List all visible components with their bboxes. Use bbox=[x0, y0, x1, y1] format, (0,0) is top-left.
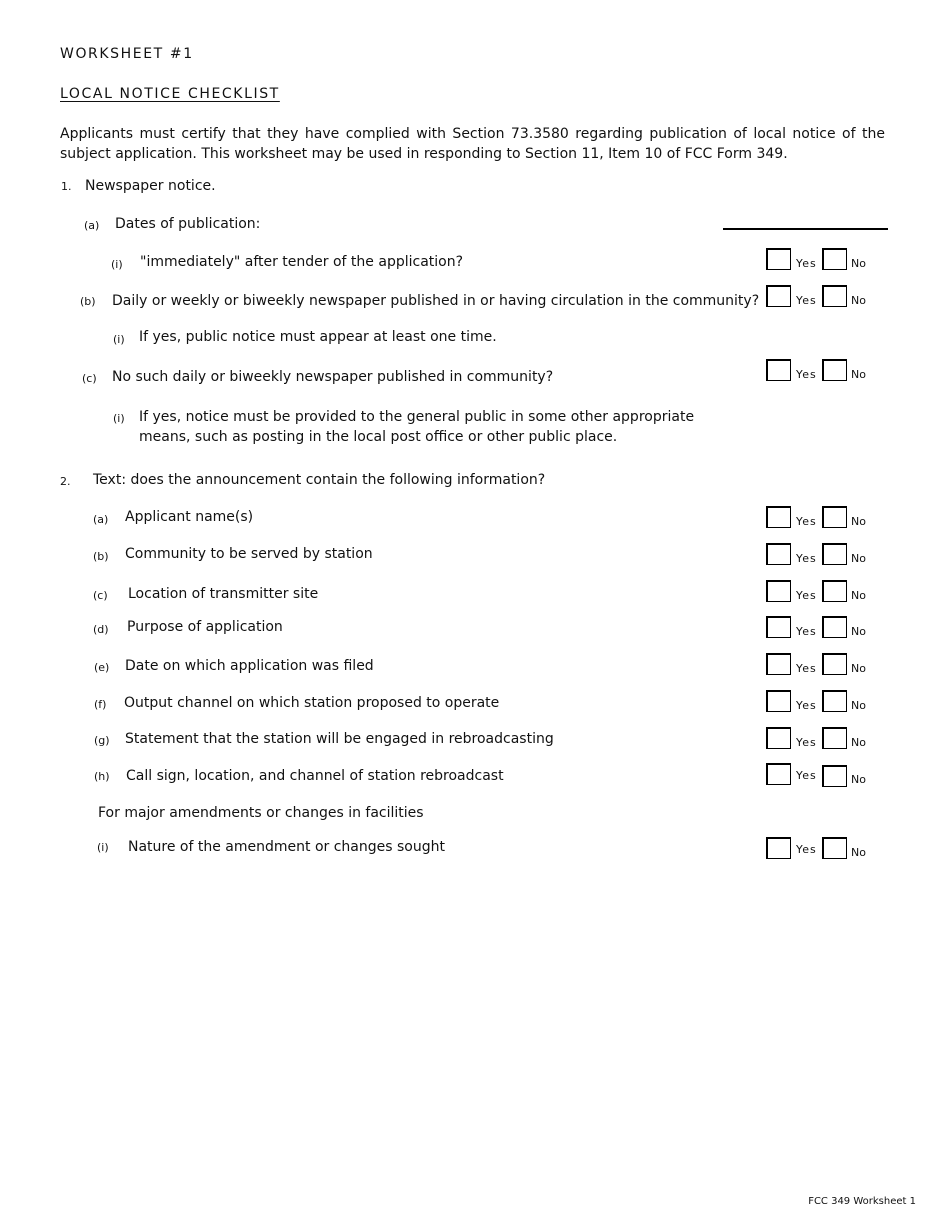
yes-label: Yes bbox=[796, 662, 817, 675]
item-1a-i-text: "immediately" after tender of the application? bbox=[140, 254, 464, 270]
item-2c-yes-checkbox[interactable] bbox=[766, 580, 791, 602]
yes-label: Yes bbox=[796, 625, 817, 638]
section-2-number: 2. bbox=[60, 475, 71, 488]
item-1c-i-text: If yes, notice must be provided to the general public in some other appropriate means, such as posting in the local post office or other public place. bbox=[139, 409, 695, 445]
item-2g-yes-checkbox[interactable] bbox=[766, 727, 791, 749]
item-2i-label: (i) bbox=[97, 841, 109, 854]
no-label: No bbox=[851, 662, 866, 675]
section-2-title: Text: does the announcement contain the following information? bbox=[93, 472, 546, 488]
yes-label: Yes bbox=[796, 843, 817, 856]
item-1a-i-label: (i) bbox=[111, 258, 123, 271]
item-2a-label: (a) bbox=[93, 513, 109, 526]
item-1a-label: (a) bbox=[84, 219, 100, 232]
no-label: No bbox=[851, 515, 866, 528]
item-1c-i-label: (i) bbox=[113, 412, 125, 425]
no-label: No bbox=[851, 846, 866, 859]
no-label: No bbox=[851, 625, 866, 638]
item-2h-text: Call sign, location, and channel of station rebroadcast bbox=[126, 768, 504, 784]
no-label: No bbox=[851, 552, 866, 565]
item-2c-no-checkbox[interactable] bbox=[822, 580, 847, 602]
item-1a-i-no-checkbox[interactable] bbox=[822, 248, 847, 270]
yes-label: Yes bbox=[796, 736, 817, 749]
item-1b-label: (b) bbox=[80, 295, 96, 308]
item-2d-label: (d) bbox=[93, 623, 109, 636]
item-2f-yes-checkbox[interactable] bbox=[766, 690, 791, 712]
worksheet-title: WORKSHEET #1 bbox=[60, 46, 194, 62]
item-1c-text: No such daily or biweekly newspaper published in community? bbox=[112, 369, 554, 385]
item-1b-no-checkbox[interactable] bbox=[822, 285, 847, 307]
yes-label: Yes bbox=[796, 589, 817, 602]
publication-date-line[interactable] bbox=[723, 228, 888, 230]
no-label: No bbox=[851, 589, 866, 602]
no-label: No bbox=[851, 699, 866, 712]
yes-label: Yes bbox=[796, 699, 817, 712]
item-2e-text: Date on which application was filed bbox=[125, 658, 374, 674]
no-label: No bbox=[851, 736, 866, 749]
item-2g-no-checkbox[interactable] bbox=[822, 727, 847, 749]
no-label: No bbox=[851, 294, 866, 307]
item-2a-yes-checkbox[interactable] bbox=[766, 506, 791, 528]
item-2h-no-checkbox[interactable] bbox=[822, 765, 847, 787]
item-2d-no-checkbox[interactable] bbox=[822, 616, 847, 638]
no-label: No bbox=[851, 368, 866, 381]
yes-label: Yes bbox=[796, 257, 817, 270]
item-2b-yes-checkbox[interactable] bbox=[766, 543, 791, 565]
item-2d-text: Purpose of application bbox=[127, 619, 283, 635]
item-2e-label: (e) bbox=[94, 661, 110, 674]
no-label: No bbox=[851, 773, 866, 786]
item-1c-no-checkbox[interactable] bbox=[822, 359, 847, 381]
yes-label: Yes bbox=[796, 368, 817, 381]
checklist-title: LOCAL NOTICE CHECKLIST bbox=[60, 86, 280, 102]
item-2h-label: (h) bbox=[94, 770, 110, 783]
yes-label: Yes bbox=[796, 294, 817, 307]
item-2c-label: (c) bbox=[93, 589, 108, 602]
item-2f-label: (f) bbox=[94, 698, 107, 711]
item-2f-no-checkbox[interactable] bbox=[822, 690, 847, 712]
item-1b-i-label: (i) bbox=[113, 333, 125, 346]
item-2d-yes-checkbox[interactable] bbox=[766, 616, 791, 638]
item-2e-yes-checkbox[interactable] bbox=[766, 653, 791, 675]
item-2b-label: (b) bbox=[93, 550, 109, 563]
item-2i-yes-checkbox[interactable] bbox=[766, 837, 791, 859]
item-2a-no-checkbox[interactable] bbox=[822, 506, 847, 528]
yes-label: Yes bbox=[796, 769, 817, 782]
item-2i-text: Nature of the amendment or changes sought bbox=[128, 839, 445, 855]
item-2a-text: Applicant name(s) bbox=[125, 509, 254, 525]
no-label: No bbox=[851, 257, 866, 270]
yes-label: Yes bbox=[796, 552, 817, 565]
amendments-heading: For major amendments or changes in facilities bbox=[98, 805, 424, 821]
item-1a-i-yes-checkbox[interactable] bbox=[766, 248, 791, 270]
item-2e-no-checkbox[interactable] bbox=[822, 653, 847, 675]
item-1c-yes-checkbox[interactable] bbox=[766, 359, 791, 381]
intro-paragraph: Applicants must certify that they have complied with Section 73.3580 regarding publication of local notice of the subject application. This worksheet may be used in responding to Section 11, Item 10 of FCC Form 349. bbox=[60, 126, 885, 162]
item-2c-text: Location of transmitter site bbox=[128, 586, 319, 602]
item-1b-text: Daily or weekly or biweekly newspaper published in or having circulation in the community? bbox=[112, 293, 760, 309]
yes-label: Yes bbox=[796, 515, 817, 528]
item-1a-text: Dates of publication: bbox=[115, 216, 261, 232]
section-1-title: Newspaper notice. bbox=[85, 178, 216, 194]
item-2g-text: Statement that the station will be engaged in rebroadcasting bbox=[125, 731, 554, 747]
item-1c-label: (c) bbox=[82, 372, 97, 385]
item-2b-text: Community to be served by station bbox=[125, 546, 373, 562]
item-2g-label: (g) bbox=[94, 734, 110, 747]
item-2h-yes-checkbox[interactable] bbox=[766, 763, 791, 785]
item-2i-no-checkbox[interactable] bbox=[822, 837, 847, 859]
item-1b-yes-checkbox[interactable] bbox=[766, 285, 791, 307]
item-2b-no-checkbox[interactable] bbox=[822, 543, 847, 565]
section-1-number: 1. bbox=[61, 180, 72, 193]
item-1b-i-text: If yes, public notice must appear at least one time. bbox=[139, 329, 497, 345]
item-2f-text: Output channel on which station proposed to operate bbox=[124, 695, 500, 711]
page-footer: FCC 349 Worksheet 1 bbox=[808, 1196, 916, 1207]
